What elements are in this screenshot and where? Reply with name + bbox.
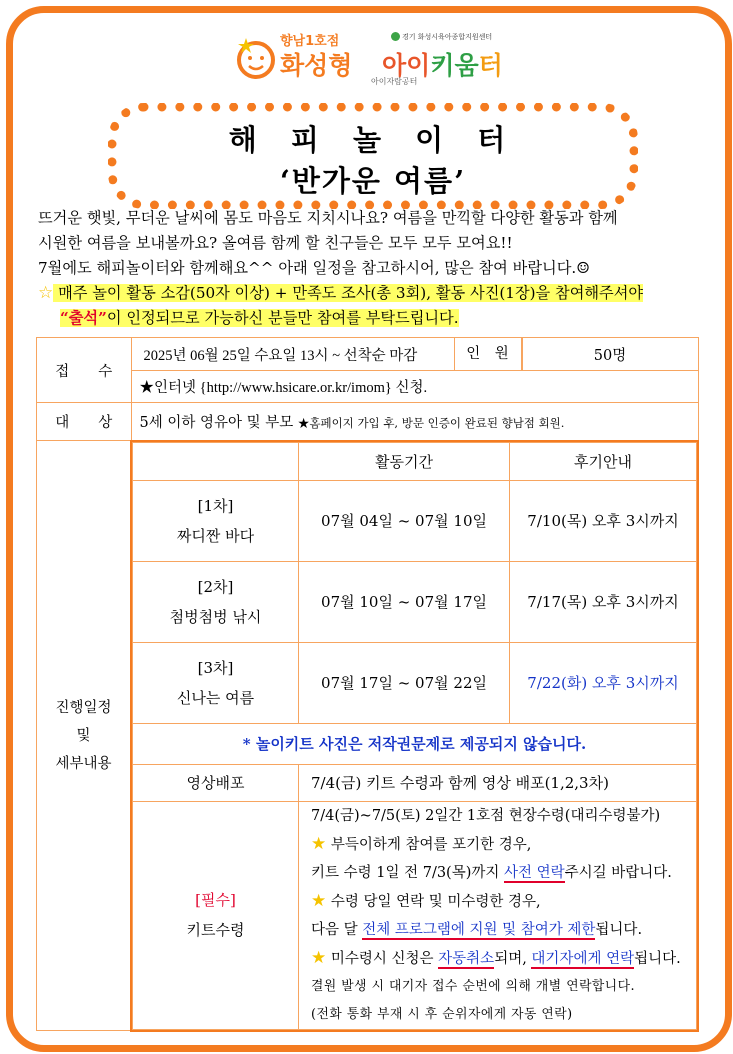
target-cell [131, 403, 698, 441]
kit-line-6b: 자동취소 [438, 950, 495, 967]
star-icon: ★ [311, 947, 327, 968]
round-period: 07월 10일 ~ 07월 17일 [299, 561, 510, 642]
target-label: 대 상 [37, 403, 132, 441]
kit-line-1: 7/4(금)~7/5(토) 2일간 1호점 현장수령(대리수령불가) [311, 807, 661, 824]
kit-line-5b: 전체 프로그램에 지원 및 참여가 제한 [362, 921, 596, 938]
schedule-label [37, 441, 132, 1031]
notice-highlight-2: 이 인정되므로 가능하신 분들만 참여를 부탁드립니다. [106, 309, 459, 327]
kit-line-3b: 사전 연락 [504, 864, 565, 881]
logo-tagline: 아이자람공터 [371, 77, 418, 86]
kit-label-cell [133, 801, 299, 1029]
kit-line-5 [311, 916, 696, 944]
kit-line-6 [311, 944, 696, 973]
round-cell [133, 561, 299, 642]
kit-line-4 [311, 887, 696, 916]
round-name: 신나는 여름 [176, 688, 255, 707]
round-cell [133, 480, 299, 561]
logo-branch: 향남1호점 [280, 34, 340, 49]
logo [234, 26, 514, 86]
video-label: 영상배포 [133, 764, 299, 801]
kit-line-6d: 대기자에게 연락 [531, 950, 635, 967]
round-name: 첨벙첨벙 낚시 [169, 607, 262, 626]
kit-label: 키트수령 [186, 921, 245, 939]
round-review: 7/10(목) 오후 3시까지 [510, 480, 697, 561]
org-logo-icon [391, 32, 400, 41]
kit-line-6c: 되며, [494, 950, 532, 967]
round-period: 07월 17일 ~ 07월 22일 [299, 642, 510, 723]
round-review: 7/22(화) 오후 3시까지 [510, 642, 697, 723]
kit-line-5c: 됩니다. [595, 921, 643, 938]
logo-name-1: 화성형 [280, 51, 353, 80]
reception-label: 접 수 [37, 338, 132, 403]
photo-notice: * 놀이키트 사진은 저작권문제로 제공되지 않습니다. [133, 723, 697, 764]
kit-line-7: 결원 발생 시 대기자 접수 순번에 의해 개별 연락합니다. [311, 978, 636, 994]
schedule-label-3: 세부내용 [55, 755, 112, 772]
table-row [133, 642, 697, 723]
round-review: 7/17(목) 오후 3시까지 [510, 561, 697, 642]
round-number: [1차] [197, 496, 234, 515]
round-period: 07월 04일 ~ 07월 10일 [299, 480, 510, 561]
table-row [133, 480, 697, 561]
star-icon: ★ [311, 890, 327, 911]
star-icon: ☆ [38, 283, 54, 303]
round-cell [133, 642, 299, 723]
child-face-icon [234, 36, 278, 80]
schedule-label-1: 진행일정 [55, 699, 112, 716]
title-box [108, 103, 638, 209]
intro-text [38, 206, 708, 331]
page-subtitle: ‘반가운 여름’ [279, 164, 467, 198]
kit-line-3a: 키트 수령 1일 전 7/3(목)까지 [311, 864, 504, 881]
kit-line-6e: 됩니다. [634, 950, 681, 967]
video-text: 7/4(금) 키트 수령과 함께 영상 배포(1,2,3차) [299, 764, 697, 801]
capacity-label: 인 원 [454, 338, 522, 370]
kit-line-4-text: 수령 당일 연락 및 미수령한 경우, [326, 893, 541, 910]
target-note: ★홈페이지 가입 후, 방문 인증이 완료된 향남점 회원. [297, 415, 565, 430]
schedule-detail [131, 441, 698, 1031]
round-number: [2차] [197, 577, 234, 596]
kit-required: [필수] [195, 891, 236, 909]
header-blank [133, 442, 299, 480]
kit-line-2-text: 부득이하게 참여를 포기한 경우, [326, 836, 532, 853]
schedule-label-2: 및 [76, 727, 91, 744]
intro-line-3: 7월에도 해피놀이터와 함께해요^^ 아래 일정을 참고하시어, 많은 참여 바랍니다.☺ [38, 259, 590, 277]
kit-line-2 [311, 830, 696, 859]
logo-name-2c: 터 [478, 51, 503, 80]
kit-line-6a: 미수령시 신청은 [326, 950, 439, 967]
header-period: 활동기간 [299, 442, 510, 480]
kit-detail [299, 801, 697, 1029]
schedule-table [132, 442, 697, 1030]
capacity-value: 50명 [522, 338, 698, 371]
logo-org: 경기 화성시육아종합지원센터 [402, 33, 493, 41]
round-name: 짜디짠 바다 [176, 526, 255, 545]
page-title: 해 피 놀 이 터 [228, 123, 518, 157]
kit-line-8: (전화 통화 부재 시 후 순위자에게 자동 연락) [311, 1006, 573, 1022]
kit-line-3 [311, 859, 696, 887]
target-main: 5세 이하 영유아 및 부모 [139, 414, 294, 431]
intro-notice-1 [38, 281, 708, 306]
kit-line-3c: 주시길 바랍니다. [564, 864, 672, 881]
info-table [36, 337, 699, 1032]
intro-line-1: 뜨거운 햇빛, 무더운 날씨에 몸도 마음도 지치시나요? 여름을 만끽할 다양한 활동과 함께 [38, 209, 618, 227]
logo-name-2a: 아이 [382, 51, 431, 80]
intro-line-2: 시원한 여름을 보내볼까요? 올여름 함께 할 친구들은 모두 모두 모여요!! [38, 234, 513, 252]
table-row [133, 561, 697, 642]
notice-highlight-1: 매주 놀이 활동 소감(50자 이상) + 만족도 조사(총 3회), 활동 사진(1장)을 참여해주셔야 [53, 284, 644, 302]
header-review: 후기안내 [510, 442, 697, 480]
round-number: [3차] [197, 658, 234, 677]
notice-attendance: “출석” [60, 309, 107, 327]
intro-notice-2 [38, 306, 708, 331]
reception-date-cell [131, 338, 522, 371]
logo-name-2b: 키움 [430, 51, 479, 80]
kit-line-5a: 다음 달 [311, 921, 363, 938]
reception-method: ★인터넷 {http://www.hsicare.or.kr/imom} 신청. [131, 371, 698, 403]
reception-date: 2025년 06월 25일 수요일 13시 ~ 선착순 마감 [143, 347, 418, 364]
star-icon: ★ [311, 833, 327, 854]
